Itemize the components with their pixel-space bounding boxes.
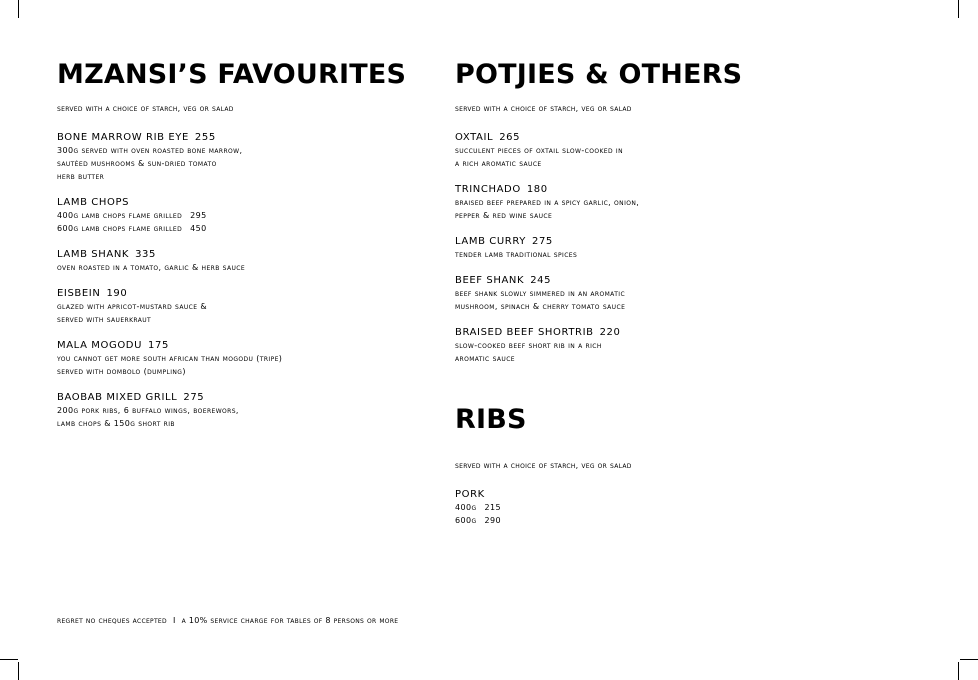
item-name: BAOBAB MIXED GRILL bbox=[57, 392, 178, 403]
menu-item bbox=[455, 235, 855, 261]
item-description: slow-cooked beef short rib in a rich bbox=[455, 341, 602, 350]
menu-item bbox=[455, 326, 855, 365]
menu-item bbox=[57, 196, 447, 235]
item-name: MALA MOGODU bbox=[57, 340, 143, 351]
item-description: succulent pieces of oxtail slow-cooked in bbox=[455, 146, 623, 155]
option-text: 600g bbox=[455, 516, 477, 525]
item-description: 200g pork ribs, 6 buffalo wings, boerewors, bbox=[57, 406, 239, 415]
section-ribs bbox=[455, 405, 855, 540]
menu-item bbox=[57, 287, 447, 326]
option-price: 215 bbox=[484, 503, 502, 512]
crop-mark bbox=[18, 662, 19, 680]
item-description: tender lamb traditional spices bbox=[455, 250, 578, 259]
menu-item bbox=[57, 248, 447, 274]
section-subtitle: served with a choice of starch, veg or salad bbox=[57, 104, 234, 113]
menu-item bbox=[57, 391, 447, 430]
footer-divider: I bbox=[172, 616, 176, 625]
item-name: LAMB CURRY bbox=[455, 236, 526, 247]
item-price: 335 bbox=[135, 249, 156, 260]
section-potjies-and-others bbox=[455, 60, 855, 378]
section-title: MZANSI’S FAVOURITES bbox=[57, 59, 407, 90]
item-name: BONE MARROW RIB EYE bbox=[57, 132, 189, 143]
option-price: 290 bbox=[484, 516, 502, 525]
item-price: 275 bbox=[531, 236, 553, 247]
item-name: OXTAIL bbox=[455, 132, 494, 143]
option-text: 400g lamb chops flame grilled bbox=[57, 211, 183, 220]
item-name: PORK bbox=[455, 489, 485, 500]
footer-service-charge-note: a 10% service charge for tables of 8 persons or more bbox=[181, 616, 399, 625]
item-description: sautéed mushrooms & sun-dried tomato bbox=[57, 159, 217, 168]
item-price: 245 bbox=[530, 275, 552, 286]
crop-mark bbox=[18, 0, 19, 18]
item-description: served with sauerkraut bbox=[57, 315, 152, 324]
item-description: herb butter bbox=[57, 172, 105, 181]
menu-item bbox=[455, 131, 855, 170]
item-description: you cannot get more south african than mogodu (tripe) bbox=[57, 354, 283, 363]
item-price: 255 bbox=[194, 132, 216, 143]
item-description: oven roasted in a tomato, garlic & herb sauce bbox=[57, 263, 246, 272]
item-description: beef shank slowly simmered in an aromatic bbox=[455, 289, 626, 298]
item-description: glazed with apricot-mustard sauce & bbox=[57, 302, 208, 311]
item-description: pepper & red wine sauce bbox=[455, 211, 553, 220]
footer-note bbox=[57, 616, 398, 625]
item-description: braised beef prepared in a spicy garlic, onion, bbox=[455, 198, 640, 207]
item-description: a rich aromatic sauce bbox=[455, 159, 542, 168]
item-name: BEEF SHANK bbox=[455, 275, 525, 286]
crop-mark bbox=[0, 659, 18, 660]
item-description: 300g served with oven roasted bone marrow, bbox=[57, 146, 243, 155]
menu-item bbox=[455, 183, 855, 222]
menu-item bbox=[455, 488, 855, 527]
item-name: TRINCHADO bbox=[455, 184, 521, 195]
item-description: aromatic sauce bbox=[455, 354, 515, 363]
item-option bbox=[455, 501, 855, 514]
section-title: POTJIES & OTHERS bbox=[455, 59, 743, 90]
item-option bbox=[57, 209, 447, 222]
item-price: 265 bbox=[499, 132, 521, 143]
option-text: 400g bbox=[455, 503, 477, 512]
section-subtitle: served with a choice of starch, veg or salad bbox=[455, 104, 632, 113]
item-name: LAMB SHANK bbox=[57, 249, 130, 260]
item-option bbox=[455, 514, 855, 527]
item-name: EISBEIN bbox=[57, 288, 101, 299]
item-description: lamb chops & 150g short rib bbox=[57, 419, 175, 428]
item-name: BRAISED BEEF SHORTRIB bbox=[455, 327, 594, 338]
option-price: 450 bbox=[190, 224, 207, 233]
item-price: 220 bbox=[599, 327, 621, 338]
menu-item bbox=[57, 131, 447, 183]
option-price: 295 bbox=[190, 211, 207, 220]
crop-mark bbox=[960, 659, 978, 660]
section-mzansis-favourites bbox=[57, 60, 447, 443]
menu-item bbox=[57, 339, 447, 378]
item-price: 275 bbox=[183, 392, 205, 403]
section-subtitle: served with a choice of starch, veg or salad bbox=[455, 461, 632, 470]
crop-mark bbox=[958, 0, 959, 18]
option-text: 600g lamb chops flame grilled bbox=[57, 224, 183, 233]
section-title: RIBS bbox=[455, 404, 527, 435]
item-price: 180 bbox=[526, 184, 548, 195]
menu-item bbox=[455, 274, 855, 313]
footer-cheques-note: regret no cheques accepted bbox=[57, 616, 167, 625]
item-price: 190 bbox=[106, 288, 128, 299]
item-option bbox=[57, 222, 447, 235]
item-price: 175 bbox=[148, 340, 169, 351]
crop-mark bbox=[958, 662, 959, 680]
item-name: LAMB CHOPS bbox=[57, 197, 130, 208]
item-description: served with dombolo (dumpling) bbox=[57, 367, 186, 376]
item-description: mushroom, spinach & cherry tomato sauce bbox=[455, 302, 626, 311]
